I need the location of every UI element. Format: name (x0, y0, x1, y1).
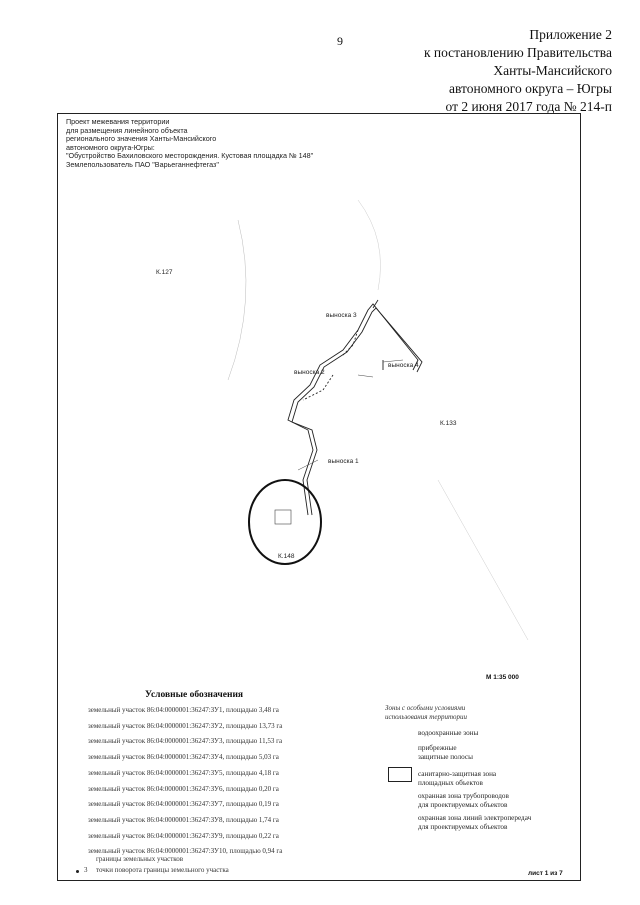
zones-title-line: использования территории (385, 713, 467, 721)
label-callout-1: выноска 1 (328, 458, 359, 465)
pipeline-corridor (288, 300, 422, 515)
well-pad-zone (249, 480, 321, 564)
cadastral-map (58, 180, 578, 680)
legend-parcel: земельный участок 86:04:0000001:36247:ЗУ2, площадью 13,73 га (88, 721, 283, 730)
zones-title (385, 704, 467, 722)
zone-pipeline: охранная зона трубопроводов (418, 792, 509, 800)
zone-coastal: прибрежные (418, 744, 457, 752)
map-scale: М 1:35 000 (486, 674, 519, 681)
zone-powerline: охранная зона линий электропередач (418, 814, 532, 822)
zone-coastal-2: защитные полосы (418, 753, 473, 761)
label-callout-4: выноска 4 (388, 362, 419, 369)
appendix-header (424, 26, 612, 116)
legend-parcel: земельный участок 86:04:0000001:36247:ЗУ8, площадью 1,74 га (88, 815, 279, 824)
project-title-block (66, 118, 313, 170)
legend-parcel: земельный участок 86:04:0000001:36247:ЗУ5, площадью 4,18 га (88, 768, 279, 777)
header-line: Ханты-Мансийского (493, 63, 612, 78)
title-line: автономного округа-Югры: (66, 142, 155, 152)
legend-turn-point: точки поворота границы земельного участка (96, 866, 229, 874)
label-callout-2: выноска 2 (294, 369, 325, 376)
label-callout-3: выноска 3 (326, 312, 357, 319)
zone-pipeline-2: для проектируемых объектов (418, 801, 508, 809)
header-line: к постановлению Правительства (423, 45, 612, 60)
legend-parcel: земельный участок 86:04:0000001:36247:ЗУ4, площадью 5,03 га (88, 753, 279, 762)
label-k127: К.127 (156, 269, 173, 276)
legend-parcel: земельный участок 86:04:0000001:36247:ЗУ6, площадью 0,20 га (88, 784, 279, 793)
turn-point-marker (76, 870, 79, 873)
header-line: от 2 июня 2017 года № 214-п (445, 99, 612, 114)
legend-parcel: земельный участок 86:04:0000001:36247:ЗУ10, площадью 0,94 га (88, 847, 283, 856)
legend-parcel-list (88, 703, 282, 860)
title-line: Проект межевания территории (66, 117, 170, 126)
legend-parcel: земельный участок 86:04:0000001:36247:ЗУ7, площадью 0,19 га (88, 800, 279, 809)
zone-powerline-2: для проектируемых объектов (418, 823, 508, 831)
header-line: Приложение 2 (529, 27, 612, 42)
legend-parcel: земельный участок 86:04:0000001:36247:ЗУ9, площадью 0,22 га (88, 831, 279, 840)
header-line: автономного округа – Югры (449, 81, 612, 96)
label-k133: К.133 (440, 420, 457, 427)
legend-parcel: земельный участок 86:04:0000001:36247:ЗУ3, площадью 11,53 га (88, 737, 283, 746)
sheet-number: лист 1 из 7 (528, 870, 563, 877)
legend-boundaries: границы земельных участков (96, 855, 184, 863)
title-line: Землепользователь ПАО "Варьеганнефтегаз" (66, 159, 219, 169)
zone-sanitary-2: площадных объектов (418, 779, 483, 787)
page-number: 9 (337, 34, 343, 48)
legend-title: Условные обозначения (145, 690, 244, 700)
turn-point-number: 3 (84, 866, 88, 874)
zone-water: водоохранные зоны (418, 729, 479, 737)
zone-sanitary: санитарно-защитная зона (418, 770, 497, 778)
zones-title-line: Зоны с особыми условиями (385, 704, 466, 712)
sanitary-zone-symbol (388, 767, 412, 782)
label-k148: К.148 (278, 553, 295, 560)
title-line: "Обустройство Бахиловского месторождения. Кустовая площадка № 148" (66, 151, 314, 161)
legend-parcel: земельный участок 86:04:0000001:36247:ЗУ1, площадью 3,48 га (88, 706, 279, 714)
title-line: для размещения линейного объекта (66, 125, 188, 135)
well-pad (275, 510, 291, 524)
title-line: регионального значения Ханты-Мансийского (66, 134, 217, 144)
